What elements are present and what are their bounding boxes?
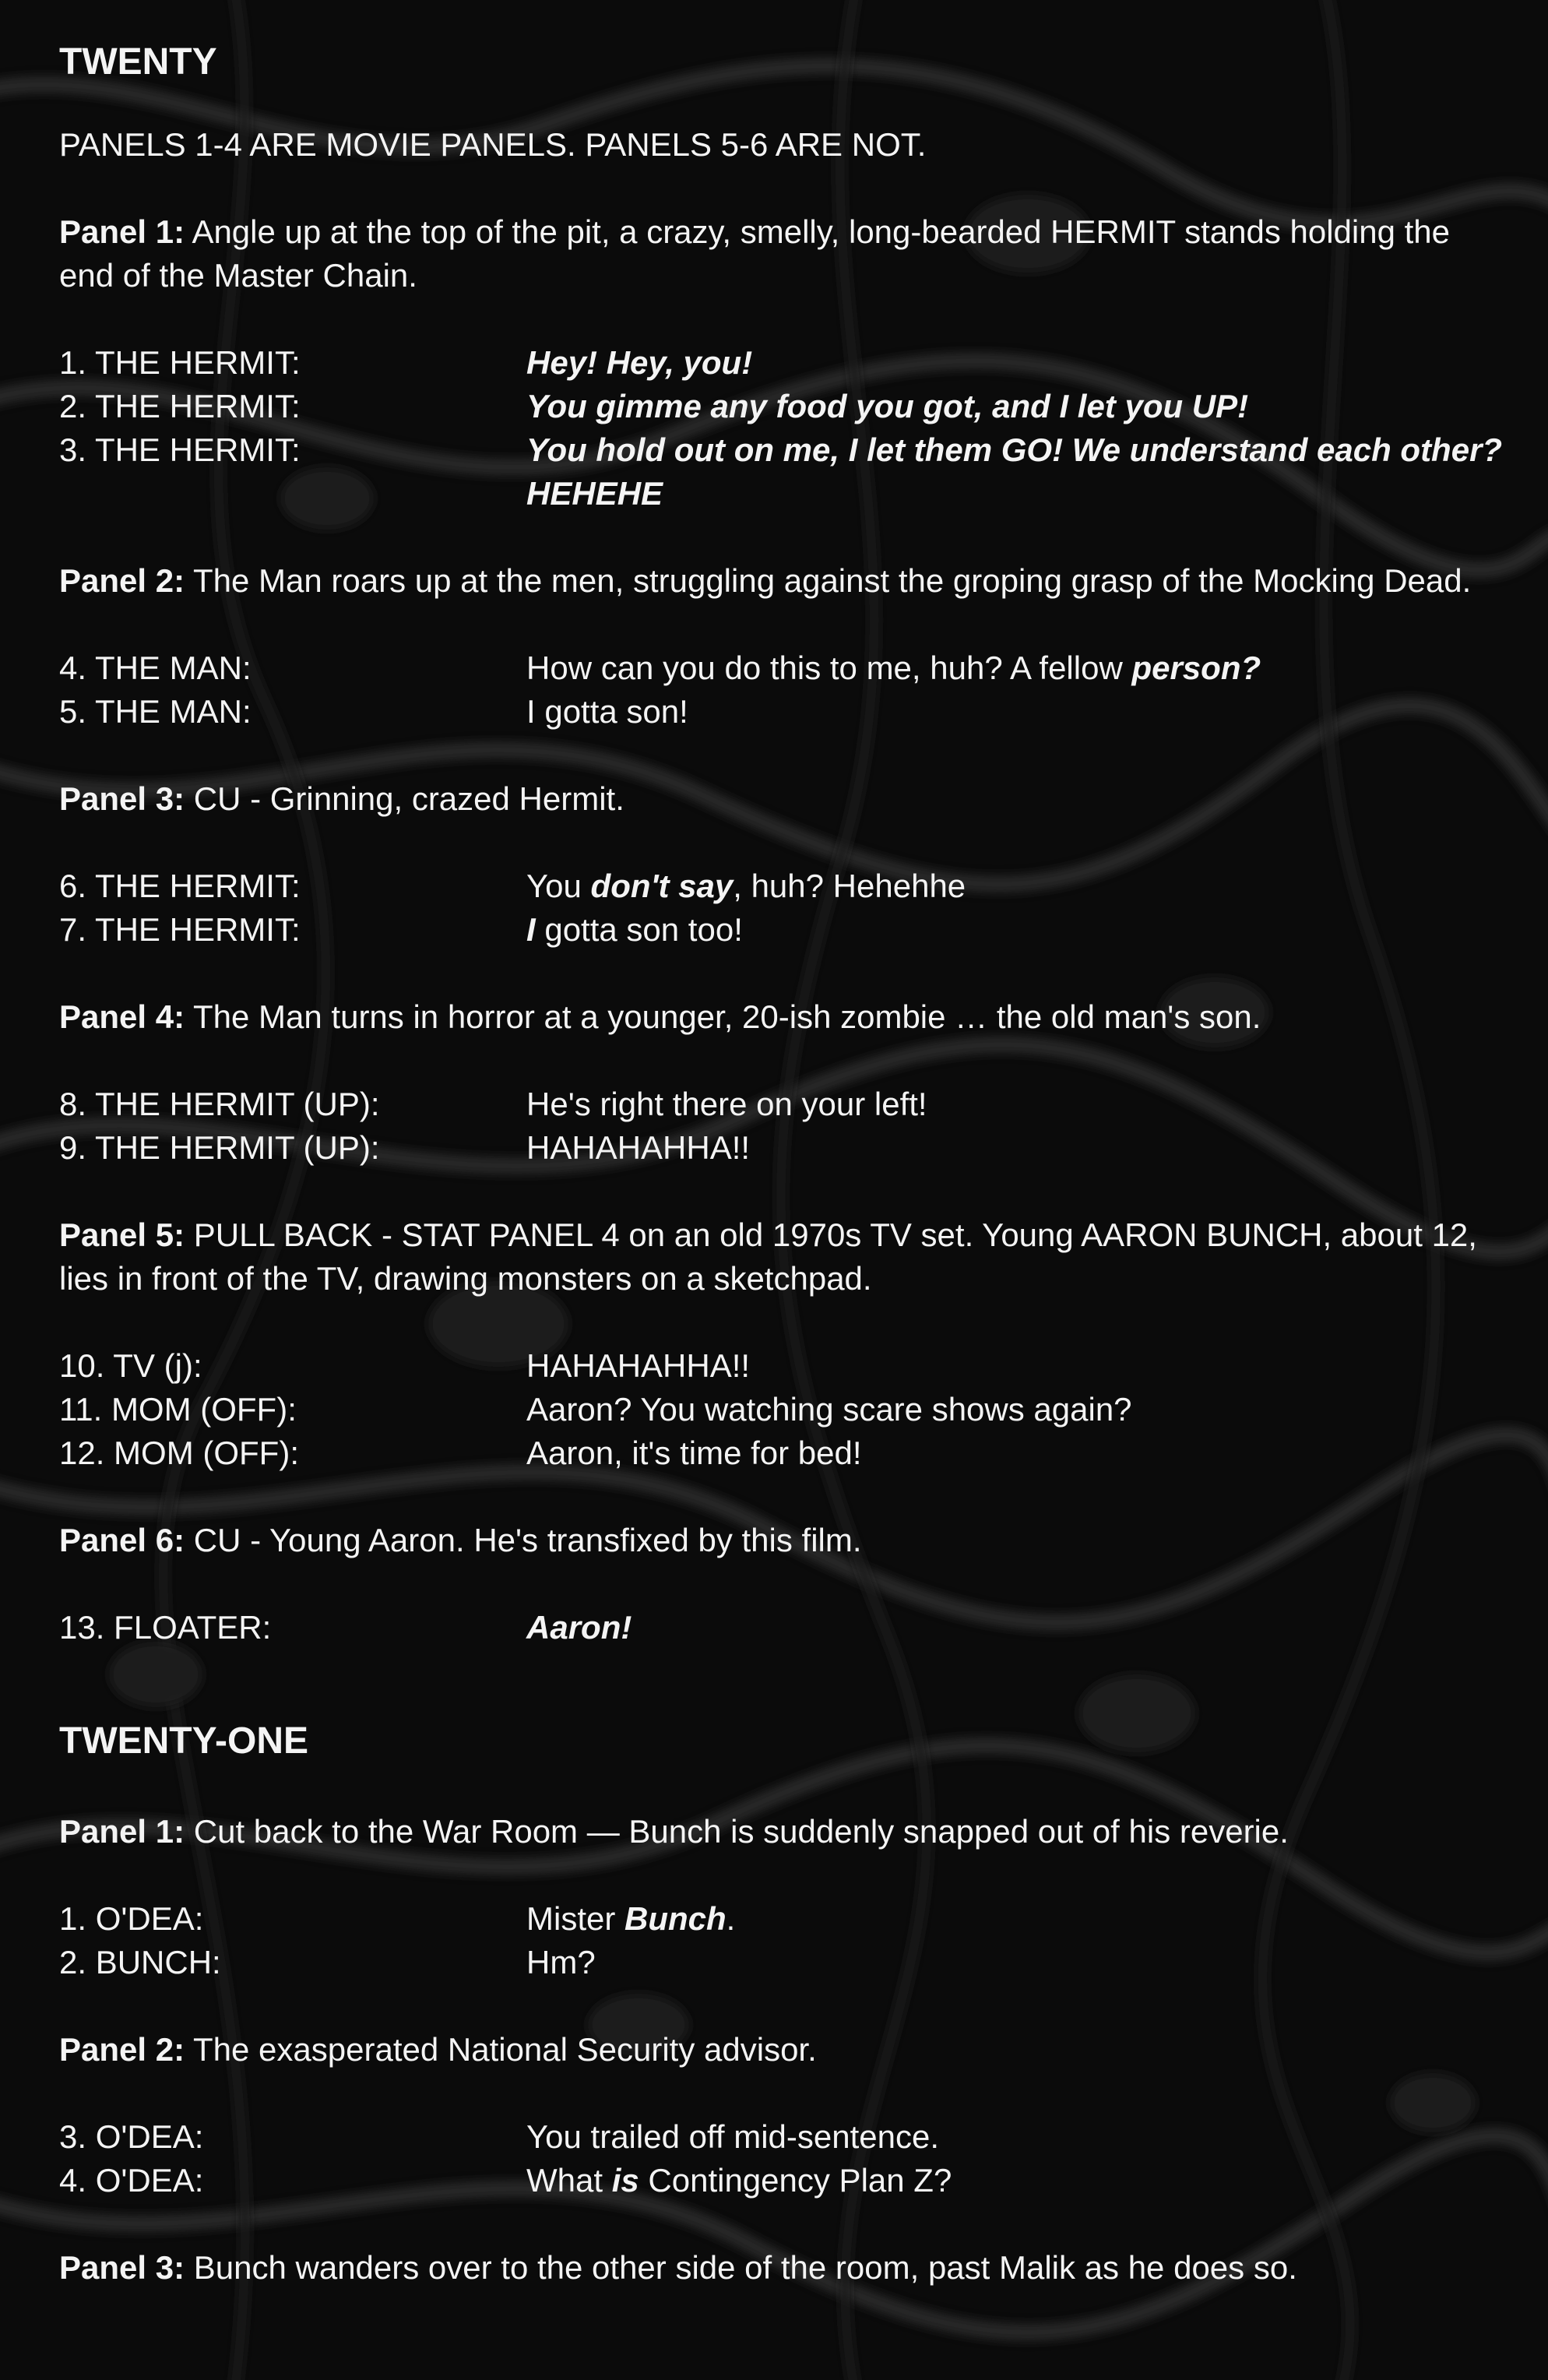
speaker-label: 4. O'DEA: [59,2162,204,2199]
speaker-label: 2. BUNCH: [59,1944,221,1980]
dialogue-fragment: Contingency Plan Z? [639,2162,952,2199]
dialogue-fragment: . [726,1900,736,1937]
panel-label: Panel 1: [59,1813,185,1850]
speaker-label: 1. O'DEA: [59,1900,204,1937]
dialogue-text [526,341,1508,385]
dialogue-line [59,690,1508,734]
dialogue-fragment: I [526,911,536,948]
dialogue-fragment: You trailed off mid-sentence. [526,2118,940,2155]
dialogue-text [526,1431,1508,1475]
dialogue-text [526,2159,1508,2202]
dialogue-text [526,1897,1508,1941]
speaker-label: 4. THE MAN: [59,650,252,686]
dialogue-fragment: You gimme any food you got, and I let you UP! [526,388,1249,424]
panel-description [59,1213,1508,1301]
dialogue-text [526,385,1508,428]
panel-label: Panel 3: [59,780,185,817]
dialogue-fragment: Aaron? You watching scare shows again? [526,1391,1132,1428]
dialogue-text [526,1388,1508,1431]
dialogue-fragment: , huh? Hehehhe [733,868,966,904]
dialogue-line [59,1083,1508,1126]
panel-text: CU - Grinning, crazed Hermit. [193,780,624,817]
panel-label: Panel 5: [59,1216,185,1253]
speaker-label: 11. MOM (OFF): [59,1391,297,1428]
dialogue-text [526,1606,1508,1649]
dialogue-fragment: don't say [590,868,734,904]
dialogue-line [59,864,1508,908]
script-section [59,1716,1508,2290]
dialogue-text [526,1126,1508,1170]
dialogue-line [59,385,1508,428]
panel-label: Panel 2: [59,2031,185,2068]
panel-text: The Man turns in horror at a younger, 20-ish zombie … the old man's son. [193,998,1261,1035]
dialogue-line [59,1941,1508,1984]
dialogue-line [59,1344,1508,1388]
dialogue-text [526,428,1508,516]
dialogue-text [526,1083,1508,1126]
speaker-label: 3. THE HERMIT: [59,431,301,468]
speaker-label: 1. THE HERMIT: [59,344,301,381]
script-page [59,37,1508,2290]
dialogue-fragment: Aaron! [526,1609,632,1646]
speaker-label: 13. FLOATER: [59,1609,272,1646]
panel-label: Panel 4: [59,998,185,1035]
speaker-label: 12. MOM (OFF): [59,1435,299,1471]
script-section [59,37,1508,1649]
panel-text: Cut back to the War Room — Bunch is suddenly snapped out of his reverie. [193,1813,1289,1850]
dialogue-block [59,1897,1508,1984]
dialogue-block [59,1606,1508,1649]
panel-text: Angle up at the top of the pit, a crazy, smelly, long-bearded HERMIT stands holding the end of the Master Chain. [59,213,1451,294]
dialogue-fragment: is [611,2162,639,2199]
dialogue-line [59,908,1508,952]
speaker-label: 5. THE MAN: [59,693,252,730]
dialogue-block [59,864,1508,952]
dialogue-fragment: Hm? [526,1944,596,1980]
dialogue-fragment: I gotta son! [526,693,688,730]
panel-description [59,1810,1508,1854]
dialogue-text [526,864,1508,908]
dialogue-line [59,1606,1508,1649]
dialogue-line [59,1126,1508,1170]
dialogue-text [526,690,1508,734]
page-heading: TWENTY [59,41,217,83]
dialogue-fragment: Hey! Hey, you! [526,344,753,381]
speaker-label: 9. THE HERMIT (UP): [59,1129,380,1166]
dialogue-block [59,341,1508,516]
panel-text: The exasperated National Security advisor. [193,2031,817,2068]
panel-text: Bunch wanders over to the other side of the room, past Malik as he does so. [193,2249,1297,2286]
dialogue-line [59,2115,1508,2159]
panel-label: Panel 3: [59,2249,185,2286]
dialogue-text [526,1941,1508,1984]
dialogue-fragment: Aaron, it's time for bed! [526,1435,862,1471]
dialogue-block [59,1344,1508,1475]
dialogue-fragment: You [526,868,591,904]
speaker-label: 6. THE HERMIT: [59,868,301,904]
dialogue-line [59,1897,1508,1941]
dialogue-line [59,1388,1508,1431]
speaker-label: 10. TV (j): [59,1347,202,1384]
dialogue-block [59,1083,1508,1170]
dialogue-text [526,646,1508,690]
speaker-label: 3. O'DEA: [59,2118,204,2155]
speaker-label: 2. THE HERMIT: [59,388,301,424]
page-heading: TWENTY-ONE [59,1720,308,1762]
panel-description [59,1519,1508,1562]
panel-text: PULL BACK - STAT PANEL 4 on an old 1970s TV set. Young AARON BUNCH, about 12, lies in front of the TV, drawing monsters on a sketchpad. [59,1216,1477,1297]
dialogue-line [59,341,1508,385]
dialogue-fragment: gotta son too! [535,911,743,948]
dialogue-line [59,2159,1508,2202]
dialogue-fragment: HAHAHAHHA!! [526,1347,751,1384]
panel-text: The Man roars up at the men, struggling against the groping grasp of the Mocking Dead. [193,562,1472,599]
dialogue-block [59,646,1508,734]
dialogue-fragment: He's right there on your left! [526,1086,927,1122]
dialogue-fragment: Bunch [624,1900,727,1937]
dialogue-text [526,2115,1508,2159]
panel-description [59,210,1508,298]
dialogue-fragment: How can you do this to me, huh? A fellow [526,650,1132,686]
panel-label: Panel 2: [59,562,185,599]
dialogue-line [59,1431,1508,1475]
dialogue-text [526,1344,1508,1388]
panel-label: Panel 1: [59,213,185,250]
dialogue-text [526,908,1508,952]
panel-description [59,2028,1508,2072]
panel-label: Panel 6: [59,1522,185,1558]
panel-description [59,995,1508,1039]
dialogue-fragment: person? [1131,650,1261,686]
dialogue-line [59,428,1508,516]
panel-description [59,777,1508,821]
dialogue-fragment: What [526,2162,612,2199]
panel-description [59,559,1508,603]
speaker-label: 8. THE HERMIT (UP): [59,1086,380,1122]
dialogue-fragment: Mister [526,1900,624,1937]
dialogue-line [59,646,1508,690]
panel-description [59,2246,1508,2290]
dialogue-fragment: HAHAHAHHA!! [526,1129,751,1166]
panel-text: CU - Young Aaron. He's transfixed by this film. [193,1522,862,1558]
dialogue-block [59,2115,1508,2202]
page-note: PANELS 1-4 ARE MOVIE PANELS. PANELS 5-6 ARE NOT. [59,126,927,163]
speaker-label: 7. THE HERMIT: [59,911,301,948]
dialogue-fragment: You hold out on me, I let them GO! We understand each other? HEHEHE [526,431,1503,512]
